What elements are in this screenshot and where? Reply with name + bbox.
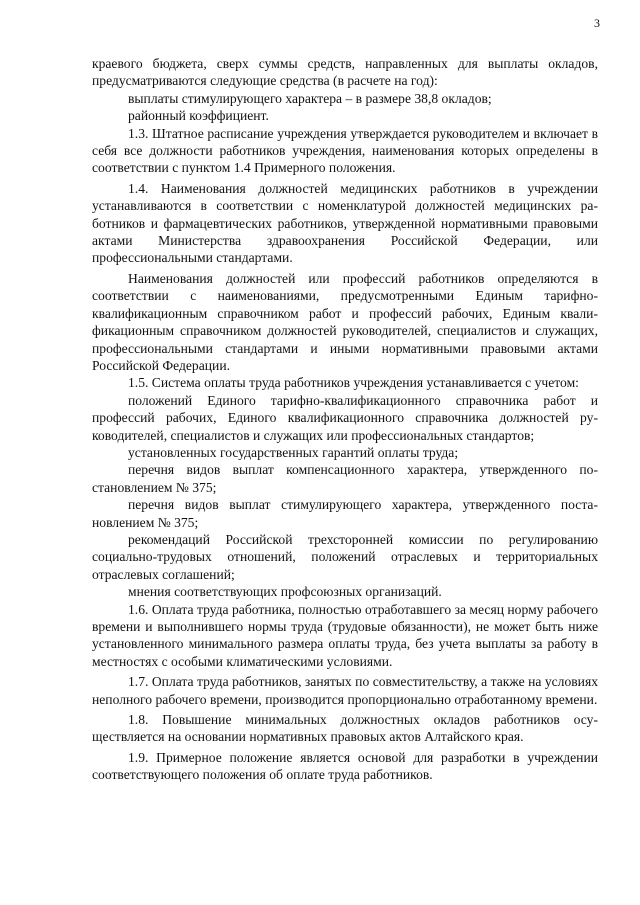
paragraph-compensation-list: перечня видов выплат компенсационного характера, утвержденного постановлением № 375;	[92, 462, 598, 495]
paragraph-1-4: 1.4. Наименования должностей медицинских работников в учреждении устанавливаются в соответствии с номенклатурой должностей медицинских работников и фармацевтических работников, утвержденной нормативными правовыми актами Министерства здравоохранения Российской Федерации, или профессиональными стандартами.	[92, 180, 598, 266]
paragraph-trade-unions: мнения соответствующих профсоюзных организаций.	[128, 584, 442, 600]
paragraph-regional-coefficient: районный коэффициент.	[128, 108, 269, 124]
paragraph-stimulating-list: перечня видов выплат стимулирующего характера, утвержденного постановлением № 375;	[92, 497, 598, 530]
paragraph-1-8: 1.8. Повышение минимальных должностных окладов работников осуществляется на основании нормативных правовых актов Алтайского края.	[92, 712, 598, 745]
paragraph-1-3: 1.3. Штатное расписание учреждения утверждается руководителем и включает в себя все должности работников учреждения, наименования которых определены в соответствии с пунктом 1.4 Примерного положения.	[92, 125, 598, 176]
page-number: 3	[594, 16, 600, 30]
paragraph-state-guarantees: установленных государственных гарантий оплаты труда;	[128, 444, 459, 460]
paragraph-budget-continuation: краевого бюджета, сверх суммы средств, направленных для выплаты окладов, предусматриваются следующие средства (в расчете на год):	[92, 56, 598, 89]
paragraph-tripartite-commission: рекомендаций Российской трехсторонней комиссии по регулированию социально-трудовых отношений, положений отраслевых и территориальных отраслевых соглашений;	[92, 531, 598, 582]
paragraph-1-6: 1.6. Оплата труда работника, полностью отработавшего за месяц норму рабочего времени и выполнившего нормы труда (трудовые обязанности), не может быть ниже установленного минимального размера оплаты труда, без учета выплаты за работу в местностях с особыми климатическими условиями.	[92, 601, 598, 669]
document-body	[92, 55, 598, 784]
paragraph-1-9: 1.9. Примерное положение является основой для разработки в учреждении соответствующего положения об оплате труда работников.	[92, 749, 598, 783]
paragraph-1-5: 1.5. Система оплаты труда работников учреждения устанавливается с учетом:	[128, 375, 579, 391]
paragraph-1-7: 1.7. Оплата труда работников, занятых по совместительству, а также на условиях неполного рабочего времени, производится пропорционально отработанному времени.	[92, 674, 598, 707]
paragraph-stimulating-payments: выплаты стимулирующего характера – в размере 38,8 окладов;	[128, 90, 492, 106]
paragraph-position-names: Наименования должностей или профессий работников определяются в соответствии с наименованиями, предусмотренными Единым тарифно-квалификационным справочником работ и профессий рабочих, Единым квалификационным справочником должностей руководителей, специалистов и служащих, профессиональными стандартами и иными нормативными правовыми актами Российской Федерации.	[92, 270, 598, 373]
paragraph-tariff-handbook: положений Единого тарифно-квалификационного справочника работ и профессий рабочих, Единого квалификационного справочника должностей руководителей, специалистов и служащих или профессиональных стандартов;	[92, 392, 598, 443]
